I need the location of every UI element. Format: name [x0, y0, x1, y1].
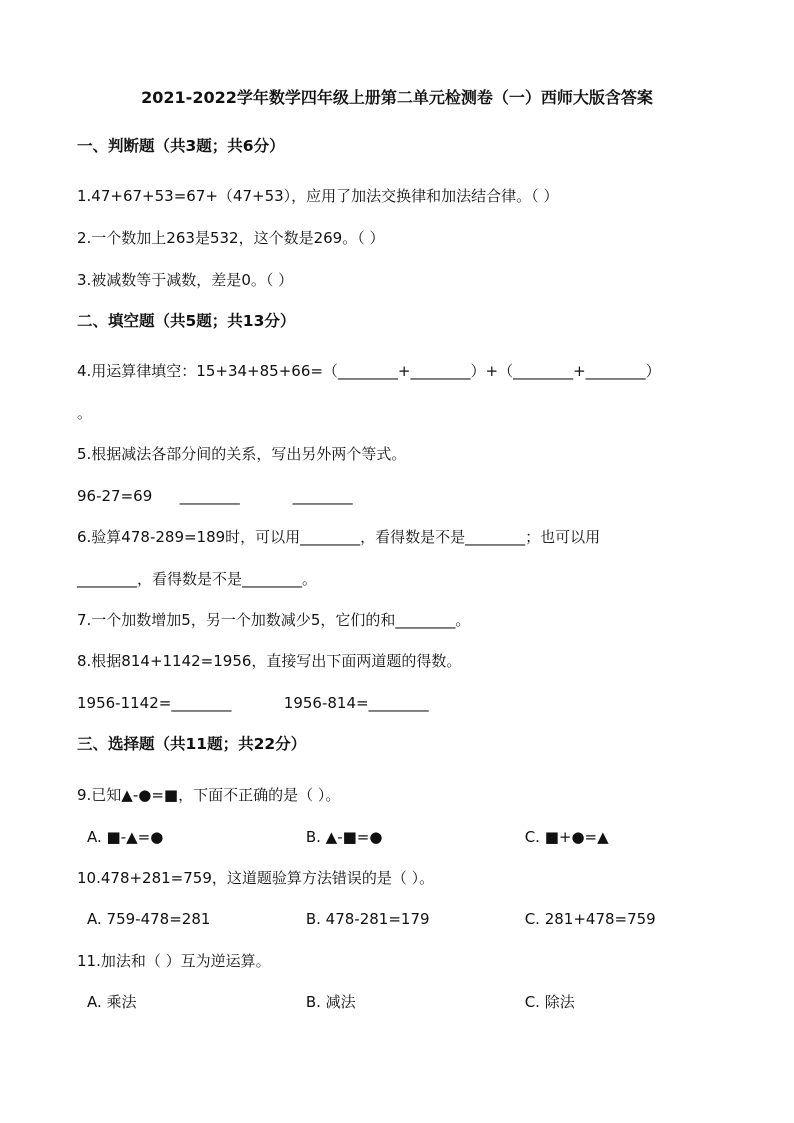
- q10-option-b: B. 478-281=179: [305, 910, 430, 928]
- section-heading-fill-blank: 二、填空题（共5题；共13分）: [77, 312, 296, 330]
- question-5: 5.根据减法各部分间的关系，写出另外两个等式。: [77, 445, 407, 463]
- question-7: 7.一个加数增加5，另一个加数减少5，它们的和________。: [77, 611, 471, 629]
- q10-option-c: C. 281+478=759: [524, 910, 656, 928]
- q9-option-b: B. ▲-■=●: [305, 828, 383, 846]
- question-6-line-1: 6.验算478-289=189时，可以用________，看得数是不是________；也可以用: [77, 528, 601, 546]
- question-11-options: [77, 991, 734, 1013]
- question-9-options: [77, 826, 734, 848]
- q5-blank-1: ________: [179, 487, 240, 505]
- question-8-equations: [77, 692, 734, 714]
- question-2: 2.一个数加上263是532，这个数是269。（ ）: [77, 229, 385, 247]
- section-heading-judgement: 一、判断题（共3题；共6分）: [77, 137, 285, 155]
- question-8: 8.根据814+1142=1956，直接写出下面两道题的得数。: [77, 652, 462, 670]
- question-3: 3.被减数等于减数，差是0。（ ）: [77, 271, 294, 289]
- question-6-line-2: ________，看得数是不是________。: [77, 570, 318, 588]
- q9-option-a: A. ■-▲=●: [87, 828, 164, 846]
- question-4-end: 。: [77, 404, 93, 422]
- q11-option-a: A. 乘法: [87, 993, 137, 1011]
- question-10: 10.478+281=759，这道题验算方法错误的是（ ）。: [77, 869, 435, 887]
- page-title: 2021-2022学年数学四年级上册第二单元检测卷（一）西师大版含答案: [141, 88, 653, 107]
- question-9: 9.已知▲-●=■，下面不正确的是（ ）。: [77, 786, 341, 804]
- question-1: 1.47+67+53=67+（47+53），应用了加法交换律和加法结合律。（ ）: [77, 187, 559, 205]
- question-10-options: [77, 908, 734, 930]
- q8-blank-1: 1956-1142=________: [77, 694, 232, 712]
- question-4: 4.用运算律填空：15+34+85+66=（________+________）+（________+________）: [77, 362, 661, 380]
- section-heading-choice: 三、选择题（共11题；共22分）: [77, 735, 307, 753]
- question-5-equations: [77, 485, 734, 507]
- q5-blank-2: ________: [292, 487, 353, 505]
- question-11: 11.加法和（ ）互为逆运算。: [77, 952, 271, 970]
- q11-option-b: B. 减法: [305, 993, 356, 1011]
- q9-option-c: C. ■+●=▲: [524, 828, 609, 846]
- q11-option-c: C. 除法: [524, 993, 575, 1011]
- q8-blank-2: 1956-814=________: [283, 694, 429, 712]
- q10-option-a: A. 759-478=281: [87, 910, 211, 928]
- q5-given-equation: 96-27=69: [77, 487, 153, 505]
